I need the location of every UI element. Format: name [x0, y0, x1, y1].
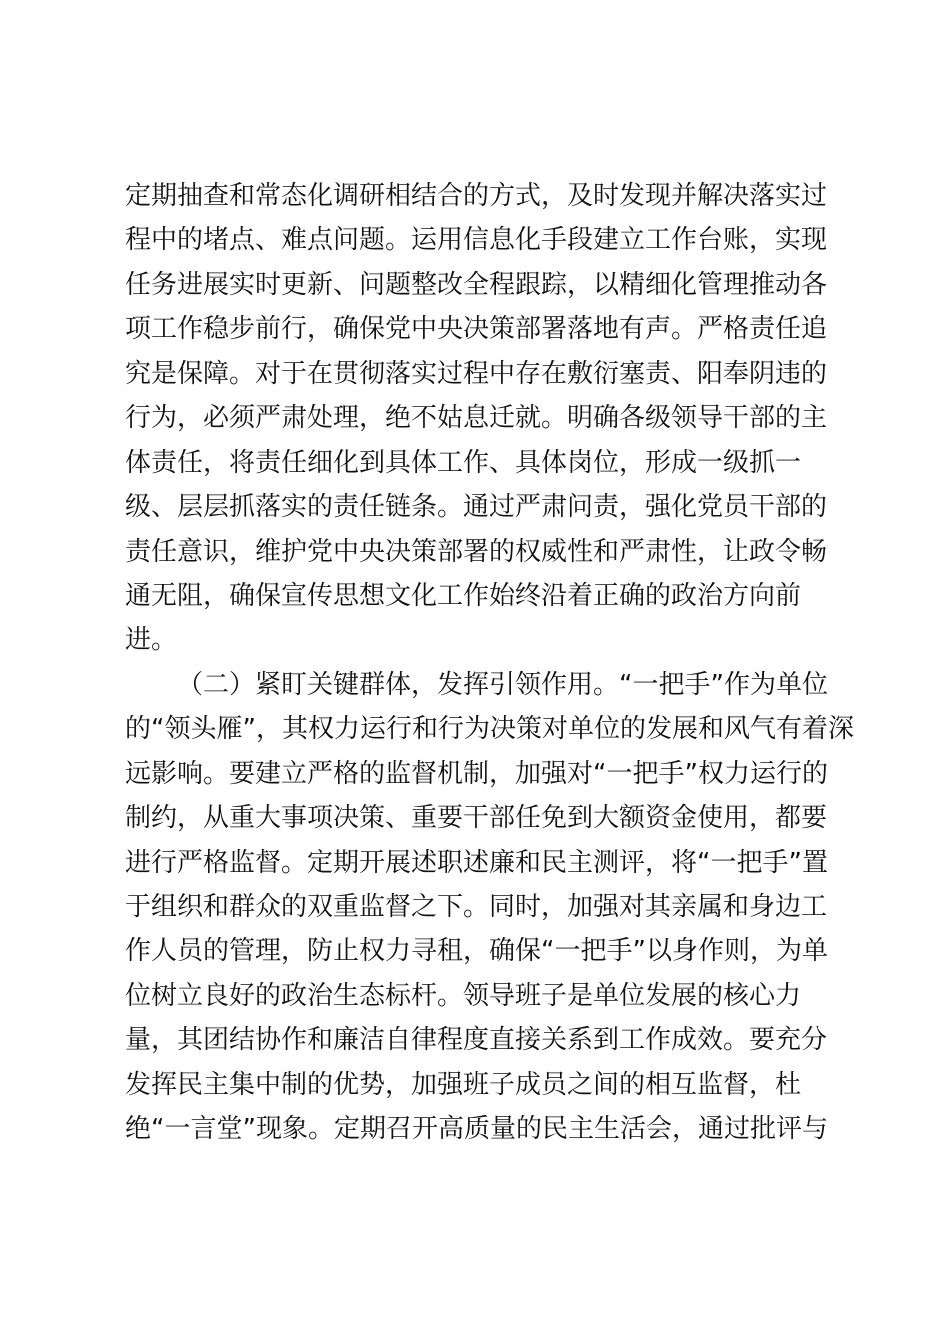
text-line: 定期抽查和常态化调研相结合的方式，及时发现并解决落实过 [125, 181, 828, 211]
text-line: 远影响。要建立严格的监督机制，加强对“一把手”权力运行的 [125, 758, 828, 789]
text-line: 程中的堵点、难点问题。运用信息化手段建立工作台账，实现 [125, 225, 828, 256]
text-line: 发挥民主集中制的优势，加强班子成员之间的相互监督，杜 [125, 1069, 802, 1100]
text-line: 体责任，将责任细化到具体工作、具体岗位，形成一级抓一 [125, 447, 802, 478]
text-line: 量，其团结协作和廉洁自律程度直接关系到工作成效。要充分 [125, 1025, 828, 1056]
text-line: 进行严格监督。定期开展述职述廉和民主测评，将“一把手”置 [125, 847, 828, 878]
text-line: 级、层层抓落实的责任链条。通过严肃问责，强化党员干部的 [125, 492, 828, 523]
text-line: 进。 [125, 625, 178, 656]
text-line: 项工作稳步前行，确保党中央决策部署落地有声。严格责任追 [125, 314, 828, 345]
text-line: 于组织和群众的双重监督之下。同时，加强对其亲属和身边工 [125, 892, 828, 922]
text-line: 究是保障。对于在贯彻落实过程中存在敷衍塞责、阳奉阴违的 [125, 358, 828, 389]
text-line: 的“领头雁”，其权力运行和行为决策对单位的发展和风气有着深 [125, 714, 854, 745]
text-line: 通无阻，确保宣传思想文化工作始终沿着正确的政治方向前 [125, 580, 802, 611]
text-line: 任务进展实时更新、问题整改全程跟踪，以精细化管理推动各 [125, 269, 828, 300]
text-line: 行为，必须严肃处理，绝不姑息迁就。明确各级领导干部的主 [125, 403, 828, 434]
text-line: 作人员的管理，防止权力寻租，确保“一把手”以身作则，为单 [125, 936, 828, 967]
section-heading-line: （二）紧盯关键群体，发挥引领作用。“一把手”作为单位 [177, 669, 828, 700]
text-line: 制约，从重大事项决策、重要干部任免到大额资金使用，都要 [125, 803, 828, 834]
text-line: 责任意识，维护党中央决策部署的权威性和严肃性，让政令畅 [125, 536, 828, 567]
body-text [125, 174, 854, 1152]
text-line: 绝“一言堂”现象。定期召开高质量的民主生活会，通过批评与 [125, 1114, 828, 1145]
text-line: 位树立良好的政治生态标杆。领导班子是单位发展的核心力 [125, 980, 802, 1011]
